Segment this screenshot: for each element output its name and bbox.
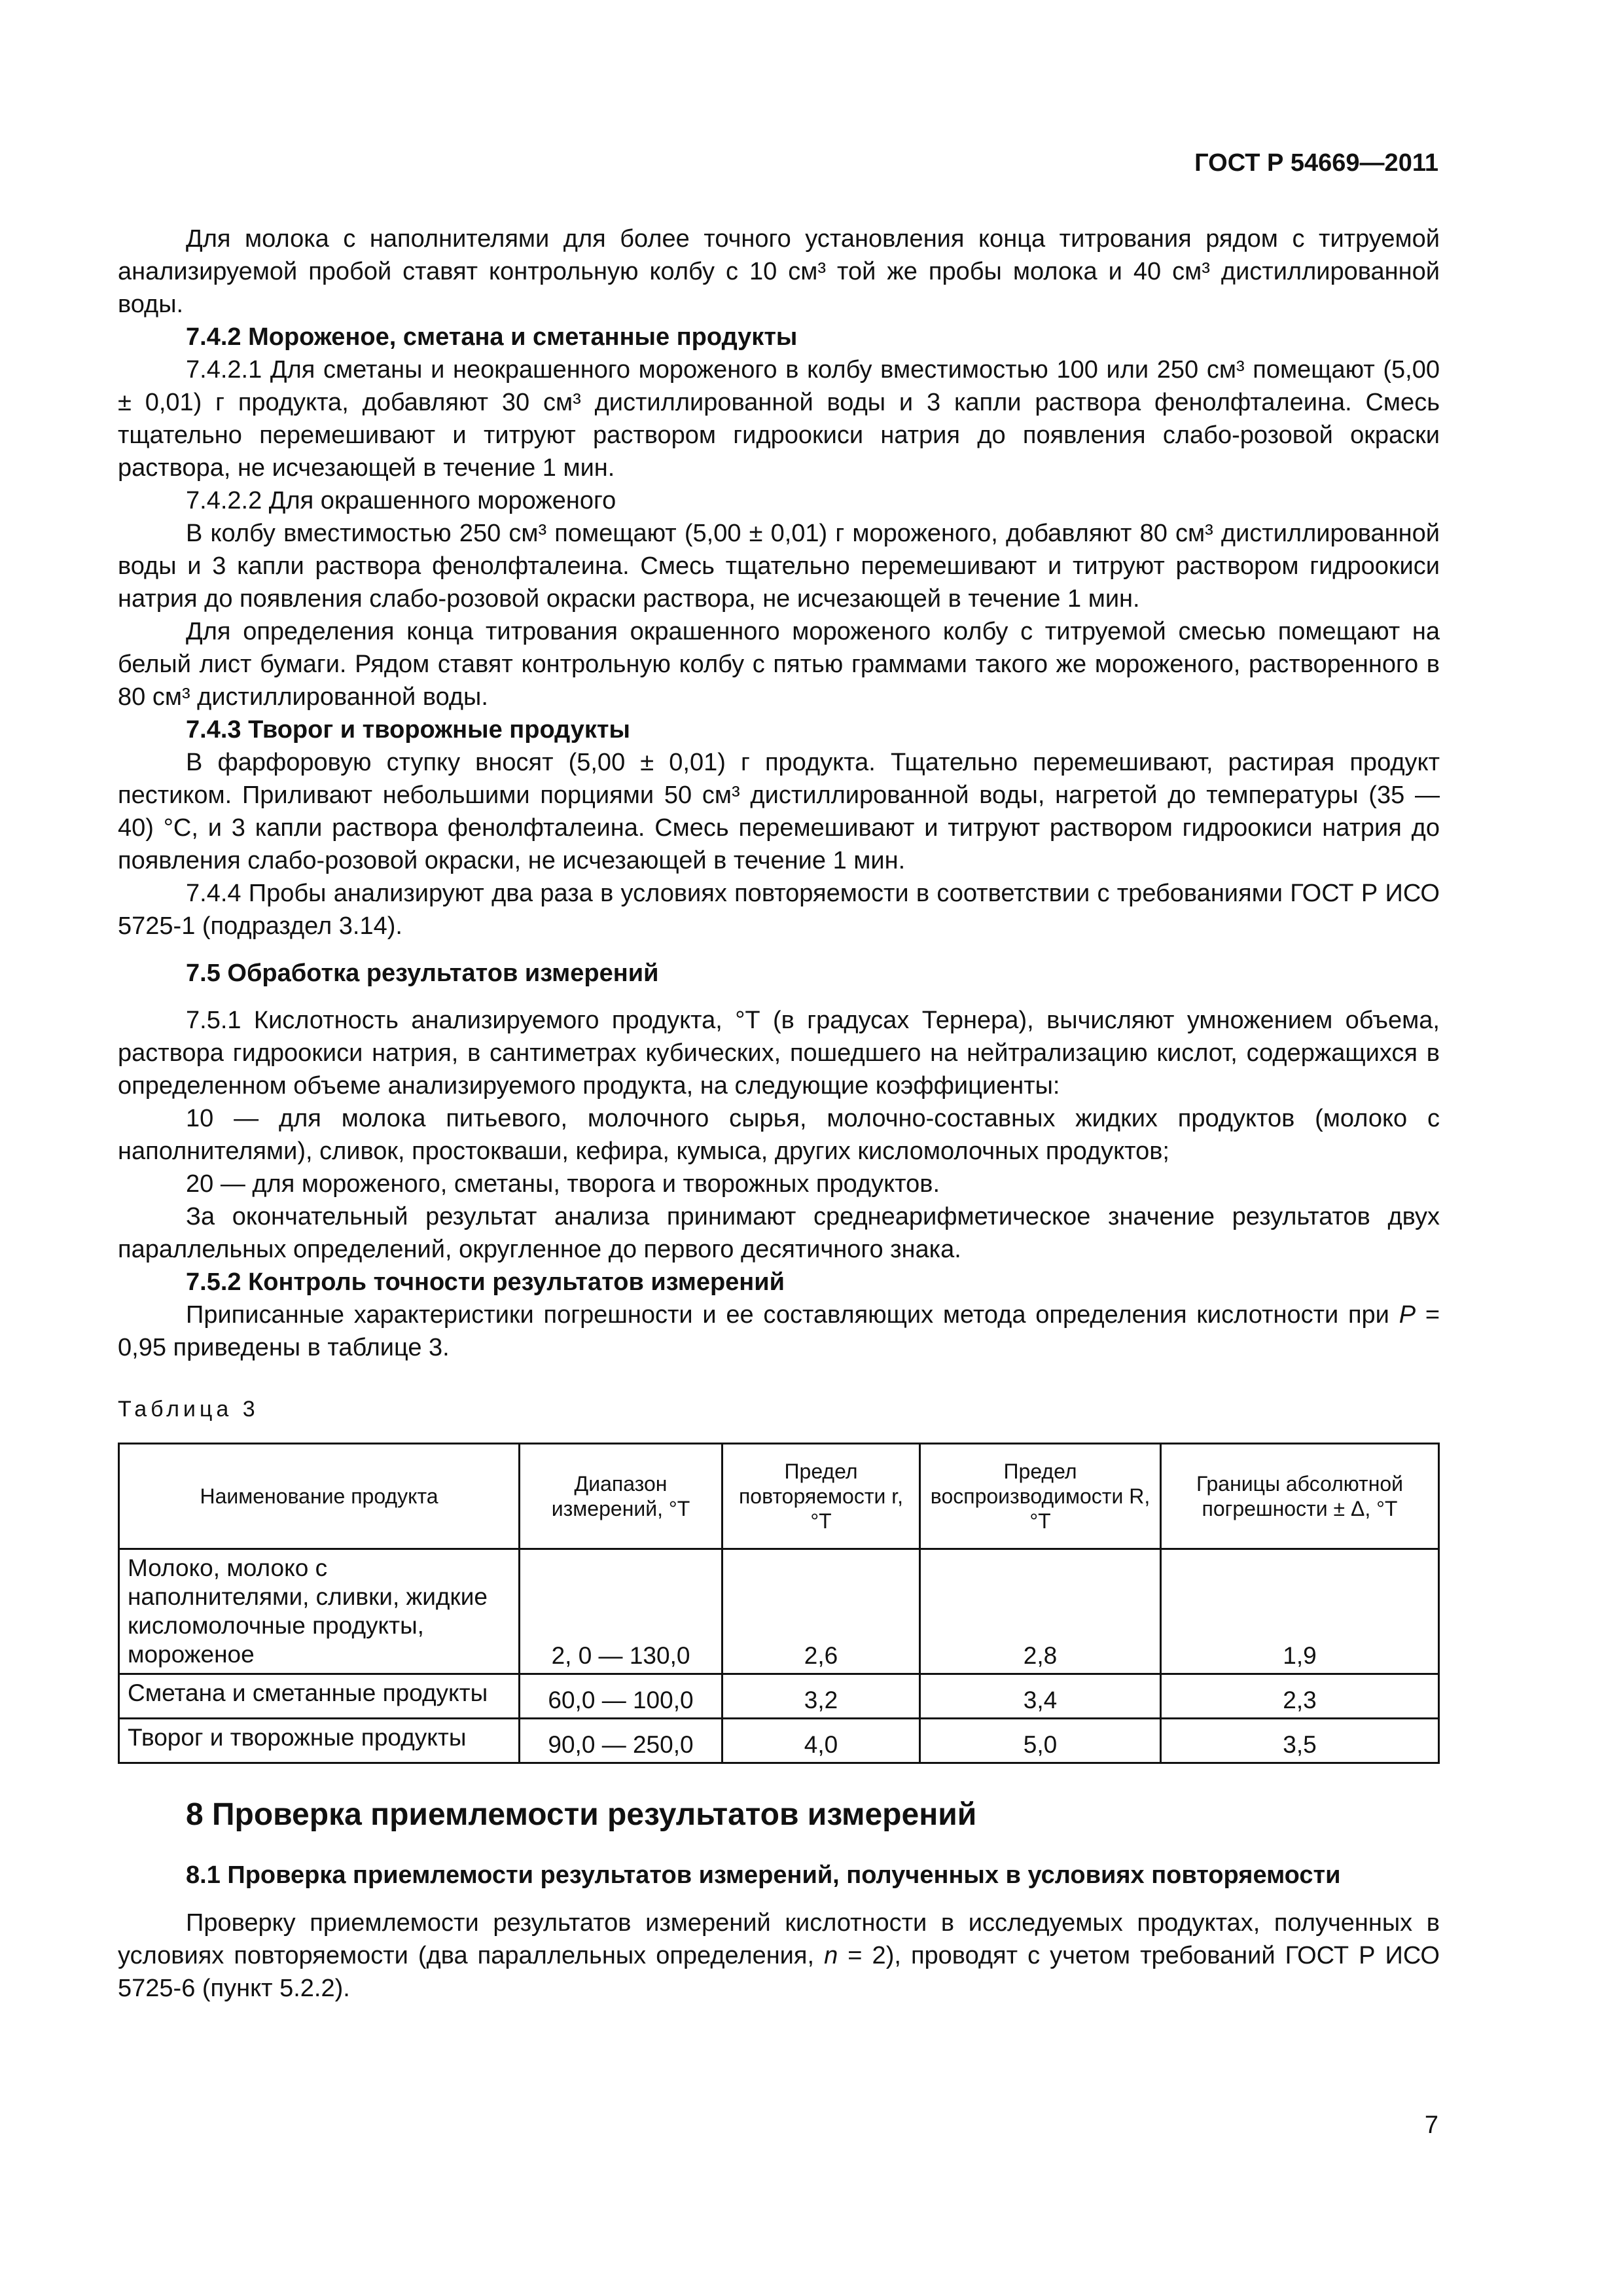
cell-range: 60,0 — 100,0 [520, 1674, 722, 1719]
text-segment: Проверку приемлемости результатов измерений кислотности в исследуемых продуктах, полученных в условиях повторяемости (два параллельных определения, [118, 1909, 1440, 1969]
cell-repeatability: 2,6 [722, 1549, 920, 1674]
paragraph-final-result: За окончательный результат анализа принимают среднеарифметическое значение результатов двух параллельных определений, округленное до первого десятичного знака. [118, 1203, 1440, 1263]
paragraph-coefficient-20: 20 — для мороженого, сметаны, творога и творожных продуктов. [186, 1170, 940, 1198]
paragraph-7-4-2-2-end: Для определения конца титрования окрашенного мороженого колбу с титруемой смесью помещают на белый лист бумаги. Рядом ставят контрольную колбу с пятью граммами такого же мороженого, растворенного в 80 см³ дистиллированной воды. [118, 618, 1440, 711]
cell-repeatability: 4,0 [722, 1719, 920, 1763]
paragraph-filler-milk: Для молока с наполнителями для более точного установления конца титрования рядом с титруемой анализируемой пробой ставят контрольную колбу с 10 см³ той же пробы молока и 40 см³ дистиллированной воды. [118, 225, 1440, 318]
heading-7-5-2: 7.5.2 Контроль точности результатов измерений [186, 1268, 785, 1296]
table-row [119, 1719, 1439, 1763]
cell-product: Сметана и сметанные продукты [119, 1674, 520, 1719]
page-content [118, 223, 1440, 2005]
cell-error: 2,3 [1161, 1674, 1439, 1719]
cell-repeatability: 3,2 [722, 1674, 920, 1719]
cell-error: 3,5 [1161, 1719, 1439, 1763]
table-row [119, 1674, 1439, 1719]
heading-8-1: 8.1 Проверка приемлемости результатов измерений, полученных в условиях повторяемости [186, 1861, 1341, 1889]
heading-7-4-2: 7.4.2 Мороженое, сметана и сметанные продукты [186, 323, 798, 351]
cell-reproducibility: 5,0 [920, 1719, 1161, 1763]
cell-product: Молоко, молоко с наполнителями, сливки, жидкие кисломолочные продукты, мороженое [119, 1549, 520, 1674]
header-measurement-range: Диапазон измерений, °Т [520, 1444, 722, 1549]
page-number: 7 [1424, 2111, 1438, 2139]
header-product-name: Наименование продукта [119, 1444, 520, 1549]
paragraph-7-4-2-1: 7.4.2.1 Для сметаны и неокрашенного мороженого в колбу вместимостью 100 или 250 см³ помещают (5,00 ± 0,01) г продукта, добавляют 30 см³ дистиллированной воды и 3 капли раствора фенолфталеина. Смесь тщательно перемешивают и титруют раствором гидроокиси натрия до появления слабо-розовой окраски раствора, не исчезающей в течение 1 мин. [118, 356, 1440, 482]
heading-7-4-3: 7.4.3 Творог и творожные продукты [186, 716, 630, 744]
cell-range: 2, 0 — 130,0 [520, 1549, 722, 1674]
header-reproducibility-limit: Предел воспроизводимости R, °Т [920, 1444, 1161, 1549]
text-segment: Приписанные характеристики погрешности и ее составляющих метода определения кислотности при [186, 1301, 1399, 1329]
heading-7-5: 7.5 Обработка результатов измерений [186, 960, 659, 987]
paragraph-7-5-2 [118, 1299, 1440, 1364]
standard-code: ГОСТ Р 54669—2011 [1194, 149, 1438, 177]
paragraph-8-1 [118, 1907, 1440, 2005]
paragraph-coefficient-10: 10 — для молока питьевого, молочного сырья, молочно-составных жидких продуктов (молоко с наполнителями), сливок, простокваши, кефира, кумыса, других кисломолочных продуктов; [118, 1105, 1440, 1165]
cell-reproducibility: 2,8 [920, 1549, 1161, 1674]
cell-reproducibility: 3,4 [920, 1674, 1161, 1719]
section-8-title: 8 Проверка приемлемости результатов измерений [186, 1797, 977, 1832]
table-3 [118, 1443, 1440, 1764]
table-header-row [119, 1444, 1439, 1549]
text-segment: = 2), проводят с учетом требований ГОСТ Р ИСО 5725-6 (пункт 5.2.2). [118, 1942, 1440, 2002]
cell-range: 90,0 — 250,0 [520, 1719, 722, 1763]
paragraph-7-4-3: В фарфоровую ступку вносят (5,00 ± 0,01) г продукта. Тщательно перемешивают, растирая продукт пестиком. Приливают небольшими порциями 50 см³ дистиллированной воды, нагретой до температуры (35 — 40) °С, и 3 капли раствора фенолфталеина. Смесь перемешивают и титруют раствором гидроокиси натрия до появления слабо-розовой окраски, не исчезающей в течение 1 мин. [118, 749, 1440, 874]
paragraph-7-5-1: 7.5.1 Кислотность анализируемого продукта, °Т (в градусах Тернера), вычисляют умножением объема, раствора гидроокиси натрия, в сантиметрах кубических, пошедшего на нейтрализацию кислот, содержащихся в определенном объеме анализируемого продукта, на следующие коэффициенты: [118, 1007, 1440, 1100]
cell-product: Творог и творожные продукты [119, 1719, 520, 1763]
paragraph-7-4-4: 7.4.4 Пробы анализируют два раза в условиях повторяемости в соответствии с требованиями ГОСТ Р ИСО 5725-1 (подраздел 3.14). [118, 880, 1440, 940]
table-row [119, 1549, 1439, 1674]
n-symbol: n [824, 1942, 838, 1969]
probability-symbol: Р [1399, 1301, 1416, 1329]
header-repeatability-limit: Предел повторяемости r, °Т [722, 1444, 920, 1549]
cell-error: 1,9 [1161, 1549, 1439, 1674]
paragraph-7-4-2-2-title: 7.4.2.2 Для окрашенного мороженого [186, 487, 616, 514]
table-caption: Таблица 3 [118, 1397, 259, 1422]
text-segment: = 0,95 приведены в таблице 3. [118, 1301, 1440, 1361]
paragraph-7-4-2-2-text: В колбу вместимостью 250 см³ помещают (5,00 ± 0,01) г мороженого, добавляют 80 см³ дистиллированной воды и 3 капли раствора фенолфталеина. Смесь тщательно перемешивают и титруют раствором гидроокиси натрия до появления слабо-розовой окраски раствора, не исчезающей в течение 1 мин. [118, 520, 1440, 613]
header-absolute-error: Границы абсолютной погрешности ± Δ, °Т [1161, 1444, 1439, 1549]
